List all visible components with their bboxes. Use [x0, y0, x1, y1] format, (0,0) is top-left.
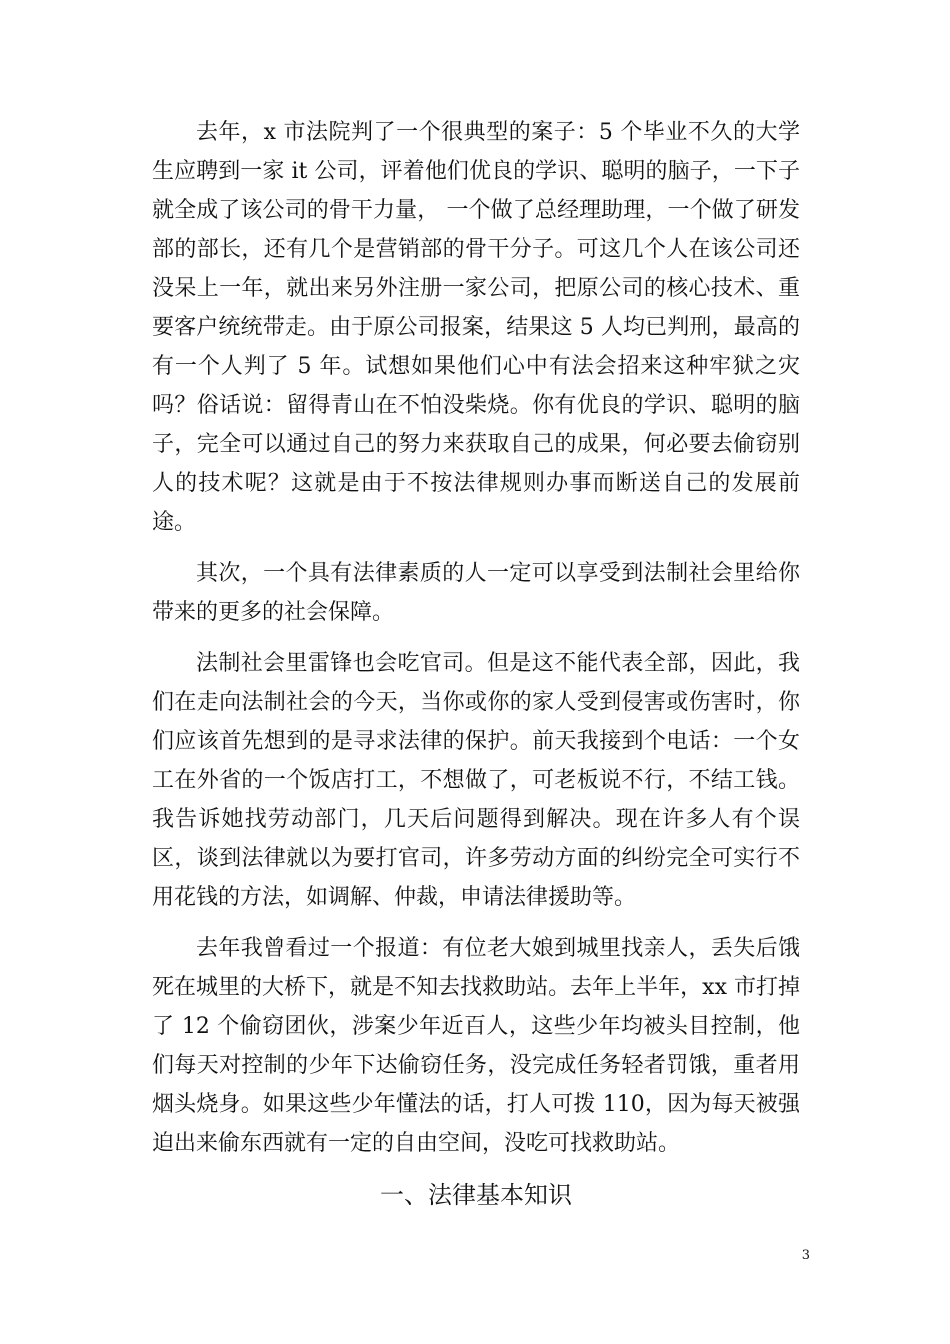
paragraph-case-story: 去年，x 市法院判了一个很典型的案子：5 个毕业不久的大学生应聘到一家 it 公司，评着他们优良的学识、聪明的脑子，一下子就全成了该公司的骨干力量， 一个做了总经理助理，一个做了研发部的部长，还有几个是营销部的骨干分子。可这几个人在该公司还没呆上一年，就出来另外注册一家公司，把原公司的核心技术、重要客户统统带走。由于原公司报案，结果这 5 人均已判刑，最高的有一个人判了 5 年。试想如果他们心中有法会招来这种牢狱之灾吗？俗话说：留得青山在不怕没柴烧。你有优良的学识、聪明的脑子，完全可以通过自己的努力来获取自己的成果，何必要去偷窃别人的技术呢？这就是由于不按法律规则办事而断送自己的发展前途。 [152, 120, 800, 535]
page-number: 3 [801, 1248, 810, 1263]
body-text [152, 113, 800, 1215]
paragraph-legal-society: 法制社会里雷锋也会吃官司。但是这不能代表全部，因此，我们在走向法制社会的今天，当你或你的家人受到侵害或伤害时，你们应该首先想到的是寻求法律的保护。前天我接到个电话：一个女工在外省的一个饭店打工，不想做了，可老板说不行，不结工钱。我告诉她找劳动部门，几天后问题得到解决。现在许多人有个误区，谈到法律就以为要打官司，许多劳动方面的纠纷完全可实行不用花钱的方法，如调解、仲裁，申请法律援助等。 [152, 651, 800, 910]
paragraph-report: 去年我曾看过一个报道：有位老大娘到城里找亲人，丢失后饿死在城里的大桥下，就是不知去找救助站。去年上半年，xx 市打掉了 12 个偷窃团伙，涉案少年近百人，这些少年均被头目控制，他们每天对控制的少年下达偷窃任务，没完成任务轻者罚饿，重者用烟头烧身。如果这些少年懂法的话，打人可拨 110，因为每天被强迫出来偷东西就有一定的自由空间，没吃可找救助站。 [152, 936, 800, 1156]
section-heading: 一、法律基本知识 [380, 1181, 572, 1209]
paragraph-secondly: 其次，一个具有法律素质的人一定可以享受到法制社会里给你带来的更多的社会保障。 [152, 561, 800, 625]
